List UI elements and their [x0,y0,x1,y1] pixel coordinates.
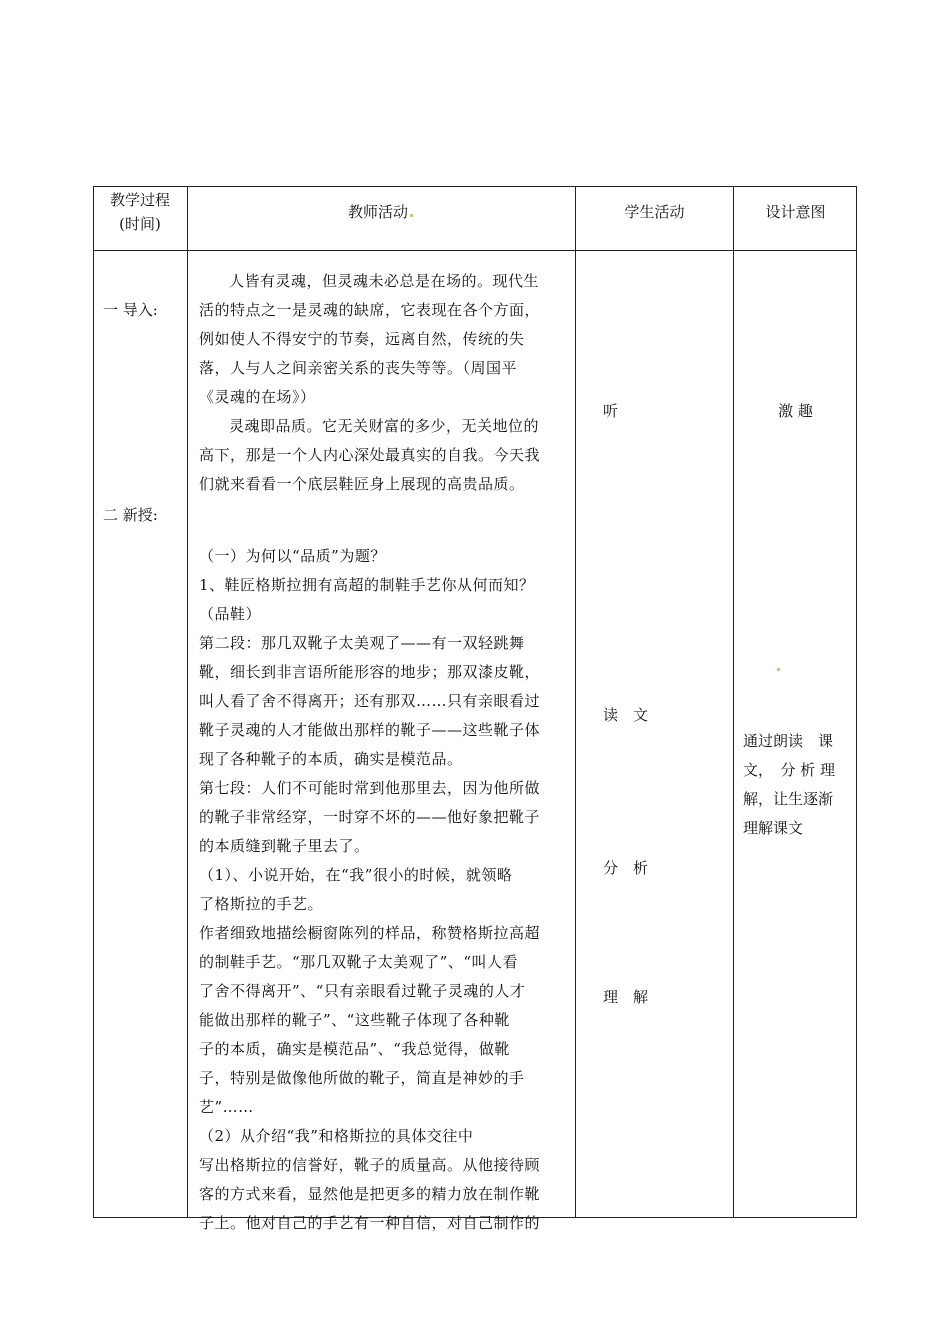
teacher-line: 靴，细长到非言语所能形容的地步；那双漆皮靴， [199,663,541,681]
teacher-line: 作者细致地描绘橱窗陈列的样品，称赞格斯拉高超 [199,924,541,942]
design-interest: 激 趣 [778,402,813,420]
teacher-line: 落，人与人之间亲密关系的丧失等等。（周国平 [199,359,518,377]
teacher-line: 1、鞋匠格斯拉拥有高超的制鞋手艺你从何而知？ [199,576,535,594]
student-read: 读 文 [603,706,649,724]
design-note-line: 解，让生逐渐 [743,790,834,808]
teacher-line: 高下，那是一个人内心深处最真实的自我。今天我 [199,446,541,464]
column-divider-1 [187,186,188,1218]
teacher-line: 能做出那样的靴子”、“这些靴子体现了各种靴 [199,1011,510,1029]
teacher-line: 们就来看看一个底层鞋匠身上展现的高贵品质。 [199,475,525,493]
design-note-line: 文， 分 析 理 [743,761,836,779]
teacher-line: 第二段：那几双靴子太美观了——有一双轻跳舞 [199,634,525,652]
design-note-line: 理解课文 [743,819,804,837]
header-teacher-label: 教师活动 [347,203,408,221]
teacher-line: （一）为何以“品质”为题？ [199,547,386,565]
process-intro: 一 导入: [103,301,158,319]
stray-mark [410,214,413,217]
teacher-line: （品鞋） [199,605,262,623]
header-process-line2: (时间) [119,215,161,233]
teacher-line: （1）、小说开始，在“我”很小的时候，就领略 [199,866,513,884]
teacher-line: 活的特点之一是灵魂的缺席，它表现在各个方面， [199,301,541,319]
teacher-line: 子上。他对自己的手艺有一种自信，对自己制作的 [199,1214,541,1232]
header-process-line1: 教学过程 [109,191,170,209]
teacher-intro-paragraph [199,267,569,499]
teacher-line: 第七段：人们不可能时常到他那里去，因为他所做 [199,779,541,797]
stray-mark [775,656,782,675]
design-note-line: 通过朗读 课 [743,732,834,750]
teacher-line: 客的方式来看，显然他是把更多的精力放在制作靴 [199,1185,541,1203]
header-design: 设计意图 [765,203,826,221]
teacher-line: 的靴子非常经穿，一时穿不坏的——他好象把靴子 [199,808,541,826]
teacher-line: 子的本质，确实是模范品”、“我总觉得，做靴 [199,1040,510,1058]
teacher-line: 《灵魂的在场》） [199,388,316,406]
header-process [93,188,187,236]
teacher-line: 子，特别是做像他所做的靴子，简直是神妙的手 [199,1069,525,1087]
student-analyze: 分 析 [603,859,649,877]
design-note [743,727,835,843]
teacher-line: 灵魂即品质。它无关财富的多少，无关地位的 [229,417,540,435]
teacher-line: （2）从介绍“我”和格斯拉的具体交往中 [199,1127,474,1145]
teacher-line: 靴子灵魂的人才能做出那样的靴子——这些靴子体 [199,721,541,739]
teacher-line: 了舍不得离开”、“只有亲眼看过靴子灵魂的人才 [199,982,526,1000]
teacher-line: 了格斯拉的手艺。 [199,895,324,913]
student-listen: 听 [603,402,619,420]
teacher-line: 例如使人不得安宁的节奏，远离自然，传统的失 [199,330,525,348]
teacher-line: 艺”…… [199,1098,254,1116]
teacher-new-lesson [199,542,569,1238]
teacher-line: 人皆有灵魂，但灵魂未必总是在场的。现代生 [229,272,540,290]
stray-mark-dot [777,668,780,671]
header-student: 学生活动 [624,203,685,221]
column-divider-2 [575,186,576,1218]
column-divider-3 [733,186,734,1218]
teacher-line: 叫人看了舍不得离开；还有那双……只有亲眼看过 [199,692,541,710]
header-teacher [188,200,575,224]
teacher-line: 的制鞋手艺。“那几双靴子太美观了”、“叫人看 [199,953,519,971]
student-understand: 理 解 [603,988,649,1006]
header-divider [93,250,857,251]
teacher-line: 的本质缝到靴子里去了。 [199,837,370,855]
teacher-line: 现了各种靴子的本质，确实是模范品。 [199,750,463,768]
process-new: 二 新授: [103,506,158,524]
teacher-line: 写出格斯拉的信誉好，靴子的质量高。从他接待顾 [199,1156,541,1174]
